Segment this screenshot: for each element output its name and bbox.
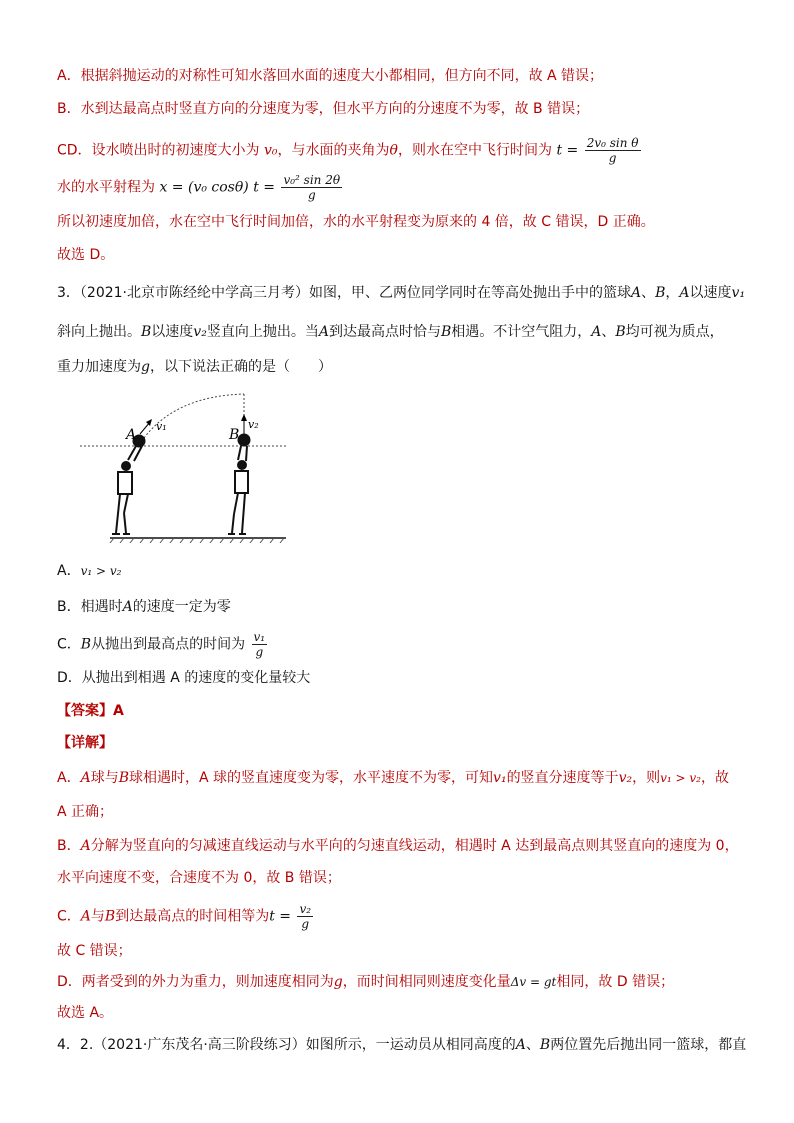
text: 4．2.（2021·广东茂名·高三阶段练习）如图所示，一运动员从相同高度的 — [57, 1037, 516, 1053]
symbol-v0: v₀ — [264, 142, 278, 159]
numerator: v₀² sin 2θ — [283, 173, 341, 187]
solution-line-a: A．根据斜抛运动的对称性可知水落回水面的速度大小都相同，但方向不同，故 A 错误； — [57, 68, 604, 84]
detail-C-line-2: 故 C 错误； — [57, 943, 132, 959]
text: 球相遇时，A 球的竖直速度变为零，水平速度不为零，可知 — [129, 770, 494, 786]
text: ，而时间相同则速度变化量 — [342, 974, 511, 990]
denominator: g — [255, 645, 264, 659]
text: C． — [57, 636, 81, 653]
text: 水的水平射程为 — [57, 179, 155, 196]
text: D．两者受到的外力为重力，则加速度相同为 — [57, 974, 334, 990]
detail-B-line-2: 水平向速度不变，合速度不为 0，故 B 错误； — [57, 870, 341, 886]
symbol-v1: v₁ — [493, 770, 507, 786]
symbol-A: A — [80, 838, 91, 854]
text: 3．（2021·北京市陈经纶中学高三月考）如图，甲、乙两位同学同时在等高处抛出手中的篮球 — [57, 285, 631, 301]
text: 以速度 — [151, 324, 194, 340]
text: 两位置先后抛出同一篮球，都直 — [550, 1037, 747, 1053]
question-3-line-1 — [57, 283, 745, 303]
symbol-A: A — [591, 324, 602, 340]
denominator: g — [608, 151, 617, 165]
option-D: D．从抛出到相遇 A 的速度的变化量较大 — [57, 670, 311, 686]
numerator: v₂ — [299, 902, 312, 916]
text: B．相遇时 — [57, 599, 123, 615]
text: A． — [57, 770, 81, 786]
text: 相同，故 D 错误； — [556, 974, 675, 990]
symbol-B: B — [118, 770, 129, 786]
question-3-line-3 — [57, 357, 332, 377]
symbol-v2: v₂ — [618, 770, 633, 786]
symbol-v2: v₂ — [193, 324, 207, 340]
text: ，则 — [632, 770, 661, 786]
label-v1: v₁ — [156, 420, 167, 433]
denominator: g — [307, 188, 316, 202]
text: 、 — [601, 324, 616, 340]
numerator: 2v₀ sin θ — [586, 136, 639, 150]
denominator: g — [301, 917, 310, 931]
symbol-B: B — [80, 636, 92, 653]
fraction-flight-time — [585, 136, 641, 165]
formula-t: t = — [556, 142, 579, 159]
fraction-range — [281, 173, 342, 202]
symbol-theta: θ — [389, 142, 398, 159]
text: ，以下说法正确的是（ ） — [149, 359, 332, 375]
text: A． — [57, 563, 81, 579]
detail-choice: 故选 A。 — [57, 1005, 114, 1021]
formula-t: t = — [269, 908, 292, 925]
symbol-B: B — [655, 285, 666, 301]
detail-B-line-1 — [57, 836, 739, 856]
detail-A-line-1 — [57, 768, 729, 788]
ball-B — [238, 434, 251, 447]
label-v2: v₂ — [248, 418, 259, 431]
text: C． — [57, 908, 81, 925]
text: 斜向上抛出。 — [57, 324, 141, 340]
v2-arrowhead — [241, 414, 247, 421]
symbol-B: B — [440, 324, 452, 340]
symbol-A: A — [318, 324, 329, 340]
text: 重力加速度为 — [57, 359, 141, 375]
text: ， — [665, 285, 680, 301]
solution-line-conclusion: 所以初速度加倍，水在空中飞行时间加倍，水的水平射程变为原来的 4 倍，故 C 错误，D 正确。 — [57, 214, 655, 230]
symbol-A: A — [122, 599, 133, 615]
label-B: B — [229, 427, 240, 443]
symbol-A: A — [80, 770, 91, 786]
person-B — [228, 446, 248, 534]
text: 分解为竖直向的匀减速直线运动与水平向的匀速直线运动，相遇时 A 达到最高点则其竖直向的速度为 0， — [90, 838, 739, 854]
text: 与 — [90, 908, 105, 925]
symbol-A: A — [80, 908, 91, 925]
text: B． — [57, 838, 81, 854]
text: ，则水在空中飞行时间为 — [397, 142, 552, 159]
basketball-figure — [76, 388, 296, 543]
text: 到达最高点时恰与 — [328, 324, 441, 340]
option-C — [57, 630, 269, 659]
text: 、 — [525, 1037, 540, 1053]
text: 均可视为质点， — [625, 324, 724, 340]
solution-choice: 故选 D。 — [57, 247, 115, 263]
symbol-A: A — [630, 285, 642, 301]
label-A: A — [126, 427, 137, 443]
text: 竖直向上抛出。当 — [206, 324, 319, 340]
question-3-line-2 — [57, 322, 724, 342]
answer-label: 【答案】A — [57, 703, 124, 719]
symbol-B: B — [104, 908, 116, 925]
text: 从抛出到最高点的时间为 — [91, 636, 246, 653]
question-4-line-1 — [57, 1035, 746, 1055]
solution-line-b: B．水到达最高点时竖直方向的分速度为零，但水平方向的分速度不为零，故 B 错误； — [57, 101, 590, 117]
formula-x: x = (v₀ cosθ) t = — [159, 179, 276, 196]
text: 球与 — [90, 770, 119, 786]
symbol-g: g — [141, 359, 150, 375]
text: ，与水面的夹角为 — [277, 142, 390, 159]
symbol-B: B — [539, 1037, 551, 1053]
formula: v₁ > v₂ — [80, 564, 122, 578]
formula: v₁ > v₂ — [660, 771, 701, 785]
solution-line-range — [57, 173, 344, 202]
detail-C-line-1 — [57, 902, 315, 931]
formula-delta-v: Δv = gt — [510, 975, 557, 989]
text: 相遇。不计空气阻力， — [451, 324, 592, 340]
text: 以速度 — [689, 285, 732, 301]
option-A — [57, 561, 121, 581]
text: 到达最高点的时间相等为 — [115, 908, 270, 925]
detail-A-line-2: A 正确； — [57, 804, 114, 820]
symbol-A: A — [515, 1037, 526, 1053]
option-B — [57, 597, 231, 617]
symbol-g: g — [333, 974, 343, 990]
text: 的竖直分速度等于 — [506, 770, 619, 786]
detail-label: 【详解】 — [57, 735, 113, 751]
solution-line-cd — [57, 136, 643, 165]
text: 的速度一定为零 — [132, 599, 231, 615]
text: ，故 — [700, 770, 729, 786]
detail-D-line — [57, 972, 674, 992]
symbol-A: A — [679, 285, 690, 301]
person-A — [112, 446, 142, 534]
numerator: v₁ — [253, 630, 266, 644]
symbol-v1: v₁ — [731, 285, 746, 301]
fraction-v1-over-g — [252, 630, 268, 659]
fraction-v2-over-g — [297, 902, 313, 931]
text: CD．设水喷出时的初速度大小为 — [57, 142, 265, 159]
symbol-B: B — [141, 324, 152, 340]
symbol-B: B — [615, 324, 626, 340]
text: 、 — [641, 285, 656, 301]
